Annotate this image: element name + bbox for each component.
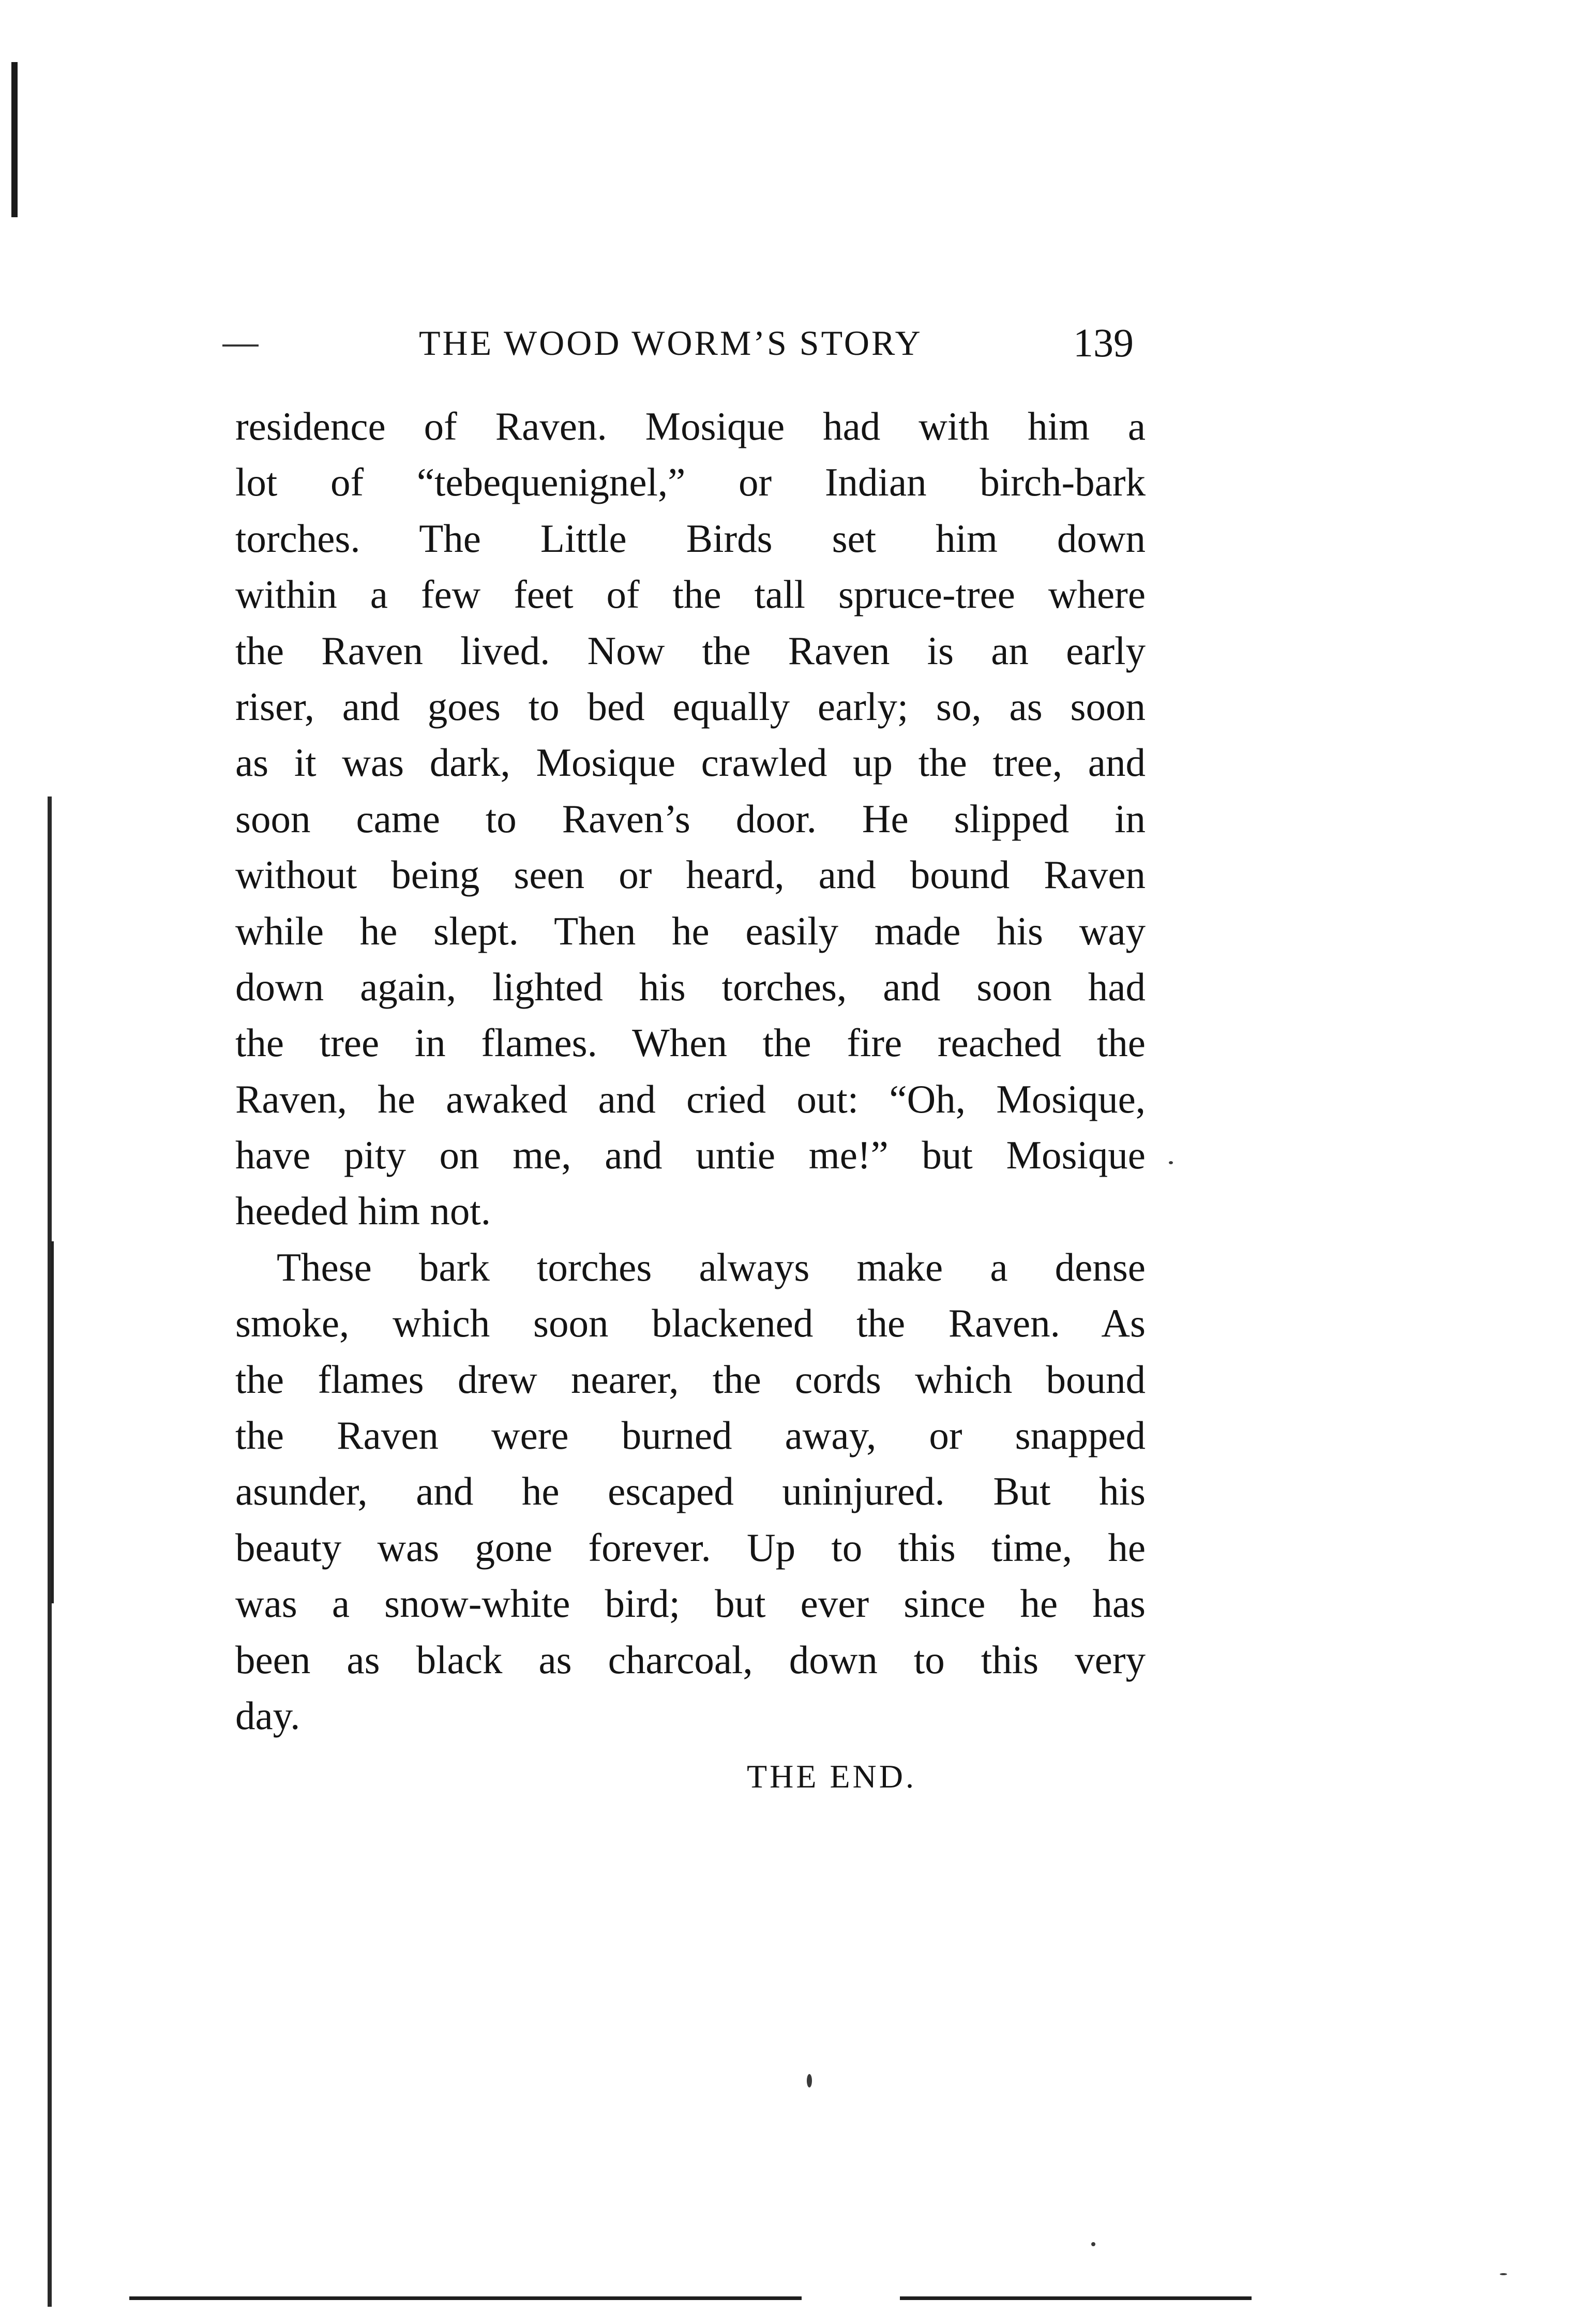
body-text (235, 398, 1146, 1744)
paragraph-2 (235, 1239, 1146, 1744)
scan-bottom-rule (129, 2296, 802, 2300)
scan-bottom-rule (900, 2296, 1252, 2300)
running-title: THE WOOD WORM’S STORY (419, 323, 923, 363)
text-line: the flames drew nearer, the cords which bound (235, 1357, 1146, 1402)
text-line: Raven, he awaked and cried out: “Oh, Mosique, (235, 1076, 1146, 1121)
scan-speck (1091, 2242, 1095, 2246)
text-line: riser, and goes to bed equally early; so, as soon (235, 684, 1146, 729)
text-line: beauty was gone forever. Up to this time, he (235, 1525, 1146, 1570)
text-line: was a snow-white bird; but ever since he has (235, 1581, 1146, 1626)
scan-edge-mark (51, 1241, 54, 1603)
text-line: These bark torches always make a dense (277, 1244, 1146, 1289)
text-line: torches. The Little Birds set him down (235, 516, 1146, 561)
scan-speck (1500, 2273, 1507, 2275)
text-line: within a few feet of the tall spruce-tree where (235, 572, 1146, 617)
text-line: asunder, and he escaped uninjured. But his (235, 1469, 1146, 1514)
text-line: the Raven lived. Now the Raven is an early (235, 628, 1146, 673)
header-dash (222, 344, 259, 347)
scan-edge-mark (11, 62, 18, 217)
text-line: residence of Raven. Mosique had with him a (235, 404, 1146, 448)
text-line: the Raven were burned away, or snapped (235, 1413, 1146, 1458)
scan-speck (1169, 1161, 1173, 1164)
running-head (222, 320, 1153, 366)
paragraph-1 (235, 398, 1146, 1239)
text-line: while he slept. Then he easily made his way (235, 908, 1146, 953)
closing-heading: THE END. (747, 1758, 916, 1795)
text-line: down again, lighted his torches, and soon had (235, 964, 1146, 1009)
text-line: day. (235, 1693, 300, 1738)
text-line: lot of “tebequenignel,” or Indian birch-bark (235, 460, 1146, 505)
text-line: as it was dark, Mosique crawled up the tree, and (235, 740, 1146, 785)
text-line: have pity on me, and untie me!” but Mosique (235, 1133, 1146, 1178)
text-line: the tree in flames. When the fire reached the (235, 1020, 1146, 1065)
scan-speck (807, 2074, 812, 2087)
text-line: been as black as charcoal, down to this very (235, 1637, 1146, 1682)
page-number: 139 (1073, 320, 1134, 365)
text-line: soon came to Raven’s door. He slipped in (235, 796, 1146, 841)
text-line: without being seen or heard, and bound Raven (235, 852, 1146, 897)
text-line: heeded him not. (235, 1189, 491, 1234)
text-line: smoke, which soon blackened the Raven. As (235, 1301, 1146, 1346)
